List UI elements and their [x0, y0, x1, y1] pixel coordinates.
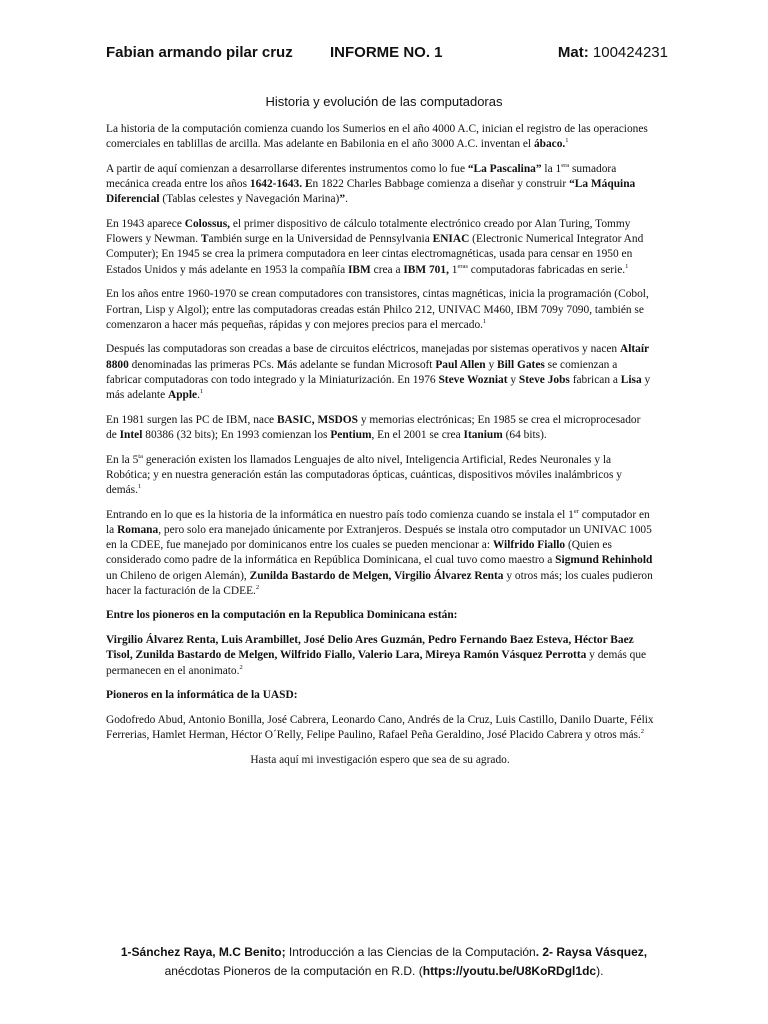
bold-text: T [200, 233, 209, 246]
bold-text: 1642-1643. E [249, 178, 313, 191]
reference-line-1 [0, 943, 768, 962]
reference-line-2 [0, 962, 768, 981]
text: y memorias electrónicas; En 1985 se crea el microprocesador de [106, 413, 641, 441]
text: 1 [448, 263, 458, 276]
bold-text: Zunilda Bastardo de Melgen, Virgilio Álvarez Renta [249, 569, 504, 582]
text: un Chileno de origen Alemán), [106, 569, 250, 582]
footnote-ref: 1 [625, 262, 629, 270]
paragraph-1 [106, 122, 654, 152]
text: la 1 [541, 162, 562, 175]
document-header [106, 44, 668, 66]
closing-line: Hasta aquí mi investigación espero que sea de su agrado. [250, 753, 510, 766]
bold-text: Steve Wozniat [438, 373, 508, 386]
text: En los años entre 1960-1970 se crean computadores con transistores, cintas magnéticas, inicia la programación (Cobol, Fortran, Lisp y Algol); entre las computadoras creadas están Philco 212, UNIVAC M460, IBM 709y 7090, también se comenzaron a hacer más pequeñas, rápidas y con mejores precios para el mercado. [106, 288, 649, 331]
text: . [197, 389, 200, 402]
bold-text: IBM [348, 263, 371, 276]
bold-text: Virgilio Álvarez Renta, Luis Arambillet, José Delio Ares Guzmán, Pedro Fernando Baez Esteva, Héctor Baez Tisol, Zunilda Bastardo de Melgen, Wilfrido Fiallo, Valerio Lara, Mireya Ramón Vásquez Perrotta [106, 634, 634, 662]
text: . [345, 193, 348, 206]
paragraph-3 [106, 217, 654, 278]
bold-text: Lisa [620, 373, 642, 386]
bold-text: Intel [119, 428, 143, 441]
text: computadoras fabricadas en serie. [467, 263, 626, 276]
text: 80386 (32 bits); En 1993 comienzan los [142, 428, 331, 441]
paragraph-4 [106, 287, 654, 333]
bold-text: Wilfrido Fiallo [492, 539, 566, 552]
text: Introducción a las Ciencias de la Computación [285, 945, 536, 959]
page-title: Historia y evolución de las computadoras [265, 94, 503, 109]
document-body [106, 122, 654, 778]
student-id-label: Mat: [557, 44, 589, 61]
footnote-ref: 1 [565, 137, 569, 145]
bold-text: IBM 701, [403, 263, 449, 276]
bold-text: Paul Allen [435, 358, 486, 371]
text: , pero solo era manejado únicamente por Extranjeros. Después se instala otro computador un UNIVAC 1005 en la CDEE, fue manejado por dominicanos entre los cuales se pueden mencionar a: [106, 523, 652, 552]
bold-text: Colossus, [184, 218, 231, 231]
text: , En el 2001 se crea [371, 428, 464, 441]
superscript: era [561, 162, 570, 170]
bold-text: 1-Sánchez Raya, M.C Benito; [120, 945, 286, 959]
text: En la 5 [106, 453, 139, 466]
text: ás adelante se fundan Microsoft [287, 358, 436, 371]
text: ). [596, 964, 604, 978]
text: y [485, 358, 498, 371]
footnote-ref: 2 [255, 583, 260, 591]
paragraph-pioneers-list [106, 633, 654, 679]
bold-text: “La Pascalina” [467, 162, 542, 175]
bold-text: Pioneros en la informática de la UASD: [106, 689, 298, 702]
student-id-value: 100424231 [592, 44, 668, 61]
paragraph-7 [106, 453, 654, 499]
bold-text: Sigmund Rehinhold [555, 554, 653, 567]
text: fabrican a [569, 373, 621, 386]
footnote-ref: 2 [239, 663, 243, 671]
bold-text: . 2- Raysa Vásquez, [535, 945, 648, 959]
text: sumadora mecánica creada entre los años [106, 162, 617, 191]
references-footer [0, 943, 768, 981]
text: generación existen los llamados Lenguajes de alto nivel, Inteligencia Artificial, Redes Neuronales y la Robótica; y en nuestra generación están las computadoras ópticas, cuánticas, dispositivos móviles inalámbricos y demás. [106, 453, 622, 497]
superscript: er [573, 507, 579, 515]
text: ambién surge en la Universidad de Pennsylvania [208, 233, 433, 246]
footnote-ref: 1 [137, 483, 142, 491]
bold-text: Apple [168, 389, 198, 402]
superscript: eras [457, 262, 468, 270]
bold-text: Steve Jobs [518, 373, 570, 386]
text: Entrando en lo que es la historia de la informática en nuestro país todo comienza cuando se instala el 1 [106, 508, 574, 521]
bold-text: Entre los pioneros en la computación en la Republica Dominicana están: [106, 609, 458, 622]
text: Godofredo Abud, Antonio Bonilla, José Cabrera, Leonardo Cano, Andrés de la Cruz, Luis Castillo, Danilo Duarte, Félix Ferrerias, Hamlet Herman, Héctor O´Relly, Felipe Paulino, Rafael Peña Geraldino, José Placido Cabrera y otros más. [106, 714, 654, 742]
text: A partir de aquí comienzan a desarrollarse diferentes instrumentos como lo fue [106, 162, 468, 175]
section-heading-uasd-pioneers [106, 688, 654, 703]
bold-text: “La Máquina Diferencial [106, 178, 636, 206]
bold-text: Pentium [330, 428, 372, 441]
text: el primer dispositivo de cálculo totalmente electrónico creado por Alan Turing, Tommy Flowers y Newman. [106, 218, 631, 246]
bold-text: BASIC, MSDOS [276, 413, 358, 426]
text: anécdotas Pioneros de la computación en R.D. ( [164, 964, 423, 978]
footnote-ref: 2 [640, 728, 645, 736]
author-name: Fabian armando pilar cruz [106, 44, 293, 61]
text: n 1822 Charles Babbage comienza a diseñar y construir [312, 178, 570, 191]
reference-link[interactable]: https://youtu.be/U8KoRDgl1dc [422, 964, 597, 978]
text: y otros más; los cuales pudieron hacer la facturación de la CDEE. [106, 569, 653, 597]
paragraph-6 [106, 413, 654, 443]
bold-text: Itanium [463, 428, 503, 441]
text: En 1943 aparece [106, 218, 185, 231]
text: y demás que permanecen en el anonimato. [106, 649, 647, 677]
section-heading-dr-pioneers [106, 608, 654, 623]
bold-text: Romana [117, 523, 159, 536]
bold-text: ábaco. [533, 138, 566, 151]
text: (64 bits). [502, 428, 547, 441]
footnote-ref: 1 [199, 388, 204, 396]
text: denominadas las primeras PCs. [128, 358, 277, 371]
text: y más adelante [106, 373, 651, 402]
bold-text: ” [339, 193, 346, 206]
text: En 1981 surgen las PC de IBM, nace [106, 413, 277, 426]
student-id [558, 44, 668, 61]
text: y [507, 373, 519, 386]
text: (Quien es considerado como padre de la informática en República Dominicana, el cual tuvo como maestro a [106, 539, 612, 567]
bold-text: ENIAC [432, 233, 470, 246]
report-number: INFORME NO. 1 [330, 44, 443, 61]
text: se comienzan a fabricar computadoras con todo integrado y la Miniaturización. En 1976 [106, 358, 618, 386]
footnote-ref: 1 [482, 317, 487, 325]
paragraph-8 [106, 508, 654, 599]
superscript: ta [138, 452, 143, 460]
bold-text: M [276, 358, 288, 371]
paragraph-2 [106, 162, 654, 208]
bold-text: Bill Gates [497, 358, 545, 371]
paragraph-5 [106, 342, 654, 403]
text: (Electronic Numerical Integrator And Computer); En 1945 se crea la primera computadora en leer cintas electromagnéticas, usada para censar en 1950 en Estados Unidos y más adelante en 1953 la compañía [106, 233, 644, 276]
text: computador en la [106, 508, 650, 536]
bold-text: Altaír 8800 [106, 343, 649, 371]
paragraph-uasd-list [106, 713, 654, 743]
text: (Tablas celestes y Navegación Marina) [159, 193, 340, 206]
text: La historia de la computación comienza cuando los Sumerios en el año 4000 A.C, inician el registro de las operaciones comerciales en tablillas de arcilla. Mas adelante en Babilonia en el año 3000 A.C. inventan el [106, 123, 648, 151]
text: Después las computadoras son creadas a base de circuitos eléctricos, manejadas por sistemas operativos y nacen [106, 343, 620, 356]
text: crea a [370, 263, 404, 276]
